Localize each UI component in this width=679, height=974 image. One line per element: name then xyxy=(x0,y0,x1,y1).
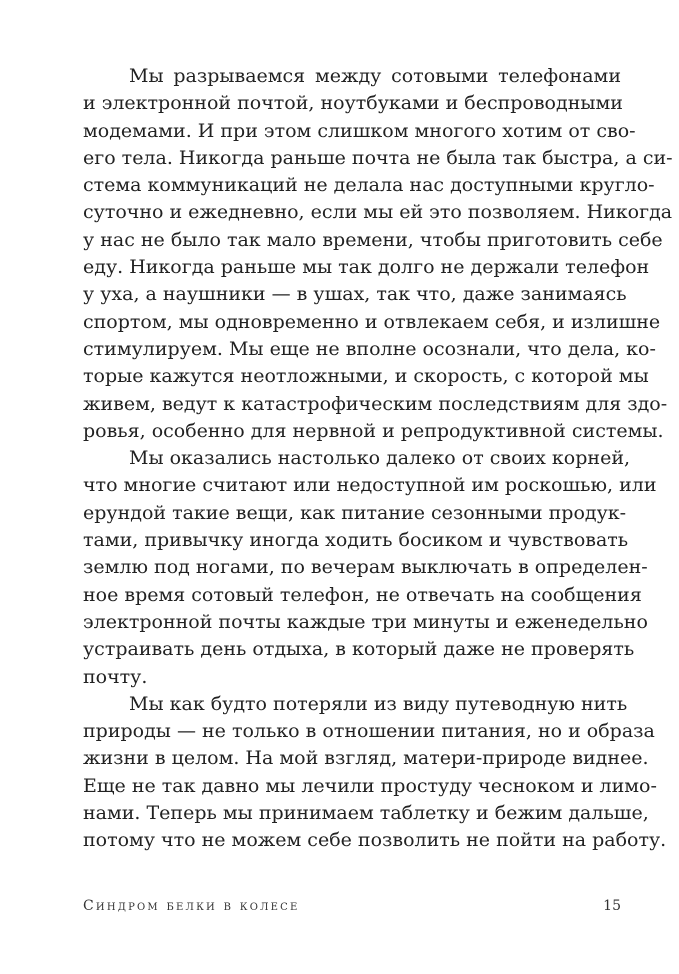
text-line: ровья, особенно для нервной и репродуктивной системы. xyxy=(83,419,664,442)
text-line: живем, ведут к катастрофическим последствиям для здо- xyxy=(83,392,668,415)
text-line: почту. xyxy=(83,665,148,688)
text-line: его тела. Никогда раньше почта не была так быстра, а си- xyxy=(83,146,673,169)
text-line: ное время сотовый телефон, не отвечать на сообщения xyxy=(83,583,642,606)
text-line: что многие считают или недоступной им роскошью, или xyxy=(83,474,657,497)
text-line: стема коммуникаций не делала нас доступными кругло- xyxy=(83,174,655,197)
text-line: и электронной почтой, ноутбуками и беспроводными xyxy=(83,92,623,115)
text-line: модемами. И при этом слишком многого хотим от сво- xyxy=(83,119,636,142)
text-line: стимулируем. Мы еще не вполне осознали, что дела, ко- xyxy=(83,337,656,360)
text-line: у уха, а наушники — в ушах, так что, даже занимаясь xyxy=(83,283,627,306)
text-line: Мы разрываемся между сотовыми телефонами xyxy=(129,65,621,87)
running-title: Синдром белки в колесе xyxy=(83,898,300,914)
body-text xyxy=(83,63,673,855)
text-line: тами, привычку иногда ходить босиком и чувствовать xyxy=(83,529,629,552)
text-line: нами. Теперь мы принимаем таблетку и бежим дальше, xyxy=(83,802,649,825)
text-line: у нас не было так мало времени, чтобы приготовить себе xyxy=(83,228,663,251)
text-line: ерундой такие вещи, как питание сезонными продук- xyxy=(83,501,627,524)
text-line: Мы как будто потеряли из виду путеводную нить xyxy=(129,692,628,715)
page-footer xyxy=(83,898,621,918)
text-line: природы — не только в отношении питания, но и образа xyxy=(83,720,655,743)
text-line: еду. Никогда раньше мы так долго не держали телефон xyxy=(83,256,650,279)
page-number: 15 xyxy=(603,898,621,914)
text-line: суточно и ежедневно, если мы ей это позволяем. Никогда xyxy=(83,201,673,224)
text-line: жизни в целом. На мой взгляд, матери-природе виднее. xyxy=(83,747,649,770)
text-line: устраивать день отдыха, в который даже не проверять xyxy=(83,638,635,661)
text-line: Мы оказались настолько далеко от своих корней, xyxy=(129,447,631,470)
text-line: спортом, мы одновременно и отвлекаем себя, и излишне xyxy=(83,310,661,333)
text-line: торые кажутся неотложными, и скорость, с которой мы xyxy=(83,365,649,388)
text-line: землю под ногами, по вечерам выключать в определен- xyxy=(83,556,648,579)
text-line: Еще не так давно мы лечили простуду чесноком и лимо- xyxy=(83,774,657,797)
text-line: электронной почты каждые три минуты и еженедельно xyxy=(83,610,648,633)
text-line: потому что не можем себе позволить не пойти на работу. xyxy=(83,829,667,852)
